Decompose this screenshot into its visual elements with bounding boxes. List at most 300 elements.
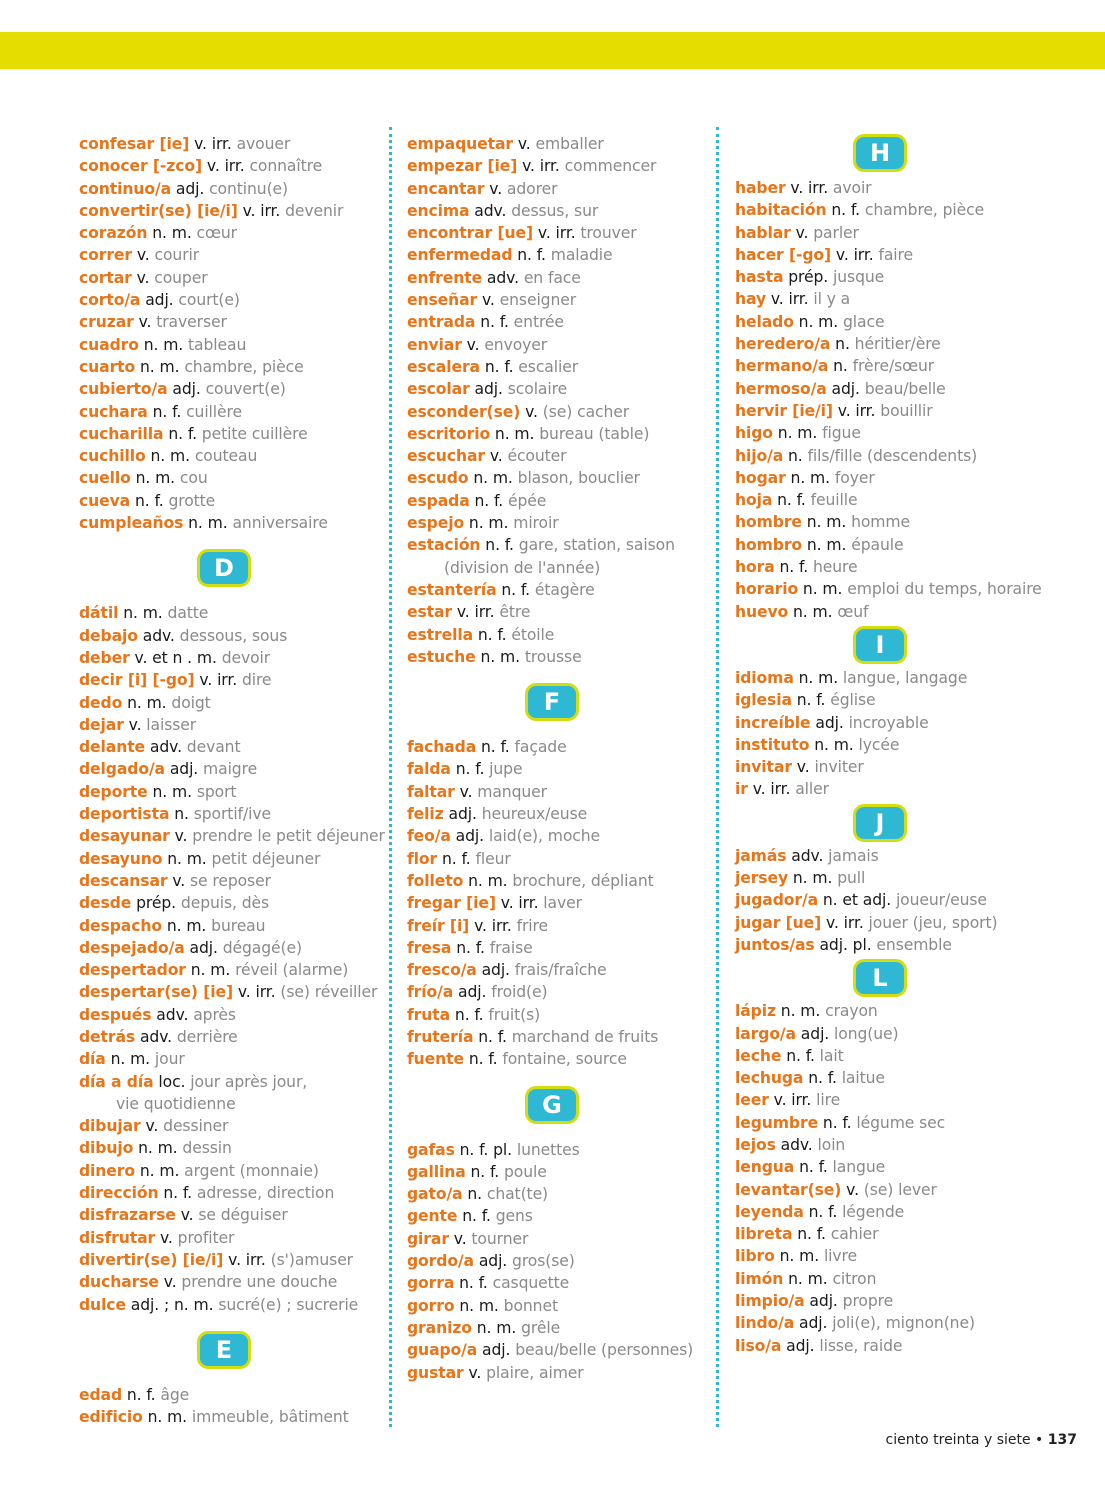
entry-grammar: v. [448, 1229, 472, 1248]
entry-headword: jugar [ue] [735, 913, 822, 932]
entry-grammar: n. m. [463, 871, 513, 890]
entry-translation: (se) lever [863, 1180, 937, 1199]
entry-headword: ir [735, 780, 748, 799]
entry-translation: derrière [176, 1027, 238, 1046]
entry-translation: dessin [182, 1139, 232, 1158]
entry-translation: continu(e) [209, 179, 289, 198]
dictionary-entry [79, 289, 389, 311]
entry-grammar: v. [131, 268, 155, 287]
entry-translation: laitue [841, 1069, 885, 1088]
entry-headword: encima [407, 201, 470, 220]
dictionary-entry [735, 534, 1045, 556]
entry-translation: emploi du temps, horaire [847, 580, 1042, 599]
entry-grammar: adv. [145, 738, 187, 757]
entry-headword: dibujar [79, 1117, 141, 1136]
entry-grammar: n. m. [802, 535, 852, 554]
entry-grammar: prép. [783, 268, 834, 287]
entry-grammar: n. f. [465, 1162, 504, 1181]
dictionary-entry [407, 1048, 717, 1070]
entry-grammar: adj. [781, 1336, 820, 1355]
entry-translation: épaule [851, 535, 904, 554]
dictionary-entry [735, 667, 1045, 689]
entry-headword: girar [407, 1229, 449, 1248]
entry-headword: encantar [407, 179, 485, 198]
entry-grammar: n. f. pl. [454, 1140, 517, 1159]
entry-grammar: n. f. [480, 536, 519, 555]
entry-grammar: n. f. [457, 1207, 496, 1226]
entry-translation: miroir [513, 514, 559, 533]
entry-grammar: n. m. [788, 869, 838, 888]
entry-translation: frais/fraîche [514, 961, 607, 980]
dictionary-entry [79, 870, 389, 892]
entry-grammar: v. [520, 402, 543, 421]
entry-translation: livre [823, 1247, 857, 1266]
entry-translation: jamais [828, 846, 879, 865]
dictionary-entry [407, 445, 717, 467]
entry-headword: estantería [407, 580, 497, 599]
entry-translation: avoir [832, 179, 872, 197]
entry-grammar: v. irr. [202, 157, 250, 176]
entry-grammar: v. [790, 223, 814, 242]
dictionary-entry [735, 1179, 1045, 1201]
entry-grammar: n. [828, 357, 853, 376]
entry-grammar: v. [484, 179, 507, 198]
entry-translation: manquer [477, 782, 547, 801]
entry-headword: después [79, 1005, 152, 1024]
dictionary-entry [735, 422, 1045, 444]
dictionary-entry [735, 912, 1045, 934]
entry-translation: figue [822, 424, 861, 443]
dictionary-entry [79, 959, 389, 981]
entry-headword: flor [407, 849, 438, 868]
letter-badge: E [197, 1331, 251, 1369]
dictionary-entry [407, 133, 717, 155]
entry-headword: escalera [407, 357, 480, 376]
dictionary-entry [407, 579, 717, 601]
entry-grammar: n. f. [791, 691, 831, 710]
entry-translation: âge [160, 1385, 190, 1404]
entry-headword: leer [735, 1091, 769, 1110]
dictionary-entry [79, 1115, 389, 1137]
entry-grammar: adv. [135, 1027, 177, 1046]
entry-headword: granizo [407, 1318, 472, 1337]
entry-grammar: v. irr. [832, 401, 881, 420]
entry-grammar: adj. [477, 1341, 516, 1360]
entry-grammar: adj. [171, 179, 210, 198]
entry-translation: ensemble [876, 935, 952, 954]
entry-translation: héritier/ère [854, 335, 941, 354]
entry-grammar: adj. [469, 380, 508, 399]
entry-headword: empaquetar [407, 135, 514, 153]
dictionary-entry [407, 624, 717, 646]
dictionary-entry [735, 712, 1045, 734]
entry-headword: habitación [735, 201, 827, 220]
entry-grammar: n. f. [437, 849, 476, 868]
entry-translation: blason, bouclier [517, 469, 640, 488]
dictionary-entry [735, 1290, 1045, 1312]
entry-translation: grotte [168, 491, 216, 510]
entry-grammar: n. m. [138, 335, 189, 354]
entry-grammar: n. [783, 446, 808, 465]
entry-headword: cumpleaños [79, 514, 184, 533]
entry-grammar: n. m. [793, 312, 843, 331]
entry-headword: disfrutar [79, 1228, 156, 1247]
dictionary-entry [79, 401, 389, 423]
entry-headword: largo/a [735, 1024, 796, 1043]
entry-grammar: n. f. [147, 402, 187, 421]
entry-translation: laid(e), moche [488, 827, 601, 846]
entry-grammar: n. m. [785, 468, 835, 487]
entry-headword: fregar [ie] [407, 894, 496, 913]
entry-headword: cuello [79, 469, 131, 488]
dictionary-entry [407, 289, 717, 311]
entry-grammar: adj. [795, 1024, 835, 1043]
entry-translation: commencer [564, 157, 657, 176]
entry-translation: inviter [814, 758, 864, 777]
dictionary-entry [79, 490, 389, 512]
entry-translation: laver [543, 894, 582, 913]
entry-headword: hora [735, 558, 775, 577]
entry-headword: hombre [735, 513, 802, 532]
entry-headword: gafas [407, 1140, 455, 1159]
entry-grammar: n. f. [826, 201, 865, 220]
entry-grammar: adv. [786, 846, 829, 865]
entry-headword: disfrazarse [79, 1206, 176, 1225]
entry-translation: profiter [177, 1228, 235, 1247]
dictionary-entry [407, 646, 717, 668]
entry-grammar: v. irr. [747, 780, 796, 799]
entry-headword: enfermedad [407, 246, 513, 265]
dictionary-entry [79, 200, 389, 222]
dictionary-entry [407, 378, 717, 400]
entry-headword: frutería [407, 1027, 474, 1046]
entry-translation: (se) réveiller [280, 983, 378, 1002]
dictionary-entry [79, 178, 389, 200]
entry-translation: gens [495, 1207, 533, 1226]
entry-grammar: n. m. [809, 735, 859, 754]
entry-translation: immeuble, bâtiment [191, 1408, 349, 1427]
dictionary-entry [79, 825, 389, 847]
entry-headword: dátil [79, 604, 119, 623]
entry-translation: lycée [858, 735, 900, 754]
dictionary-entry [735, 1089, 1045, 1111]
dictionary-entry [407, 981, 717, 1003]
entry-translation: enseigner [499, 291, 577, 310]
entry-grammar: adv. [137, 626, 180, 645]
entry-translation: avouer [236, 135, 291, 153]
dictionary-entry [407, 1272, 717, 1294]
entry-grammar: v. [123, 715, 147, 734]
entry-grammar: adj. [810, 713, 849, 732]
dictionary-entry [735, 1112, 1045, 1134]
entry-grammar: prép. [131, 894, 181, 913]
entry-headword: cuchillo [79, 447, 146, 466]
entry-grammar: adv. [482, 268, 524, 287]
entry-headword: fachada [407, 738, 477, 757]
entry-translation: heure [812, 558, 858, 577]
entry-grammar: n. m. [788, 602, 838, 621]
entry-headword: guapo/a [407, 1341, 478, 1360]
dictionary-entry [407, 870, 717, 892]
entry-translation: frire [516, 916, 548, 935]
entry-headword: fresco/a [407, 961, 477, 980]
entry-grammar: adj. [453, 983, 492, 1002]
letter-header [735, 133, 1025, 173]
dictionary-entry [735, 445, 1045, 467]
entry-translation-continued: vie quotidienne [116, 1094, 236, 1113]
entry-grammar: v. irr. [768, 1091, 817, 1110]
entry-headword: idioma [735, 668, 794, 687]
entry-grammar: n. f. [450, 1005, 489, 1024]
entry-translation: lire [816, 1091, 841, 1110]
dictionary-entry [79, 1249, 389, 1271]
dictionary-entry [407, 1228, 717, 1250]
entry-translation: propre [842, 1292, 894, 1311]
dictionary-entry [79, 1182, 389, 1204]
dictionary-entry [79, 625, 389, 647]
dictionary-entry [407, 1250, 717, 1272]
entry-translation: homme [851, 513, 910, 532]
entry-headword: hermoso/a [735, 379, 827, 398]
entry-headword: hijo/a [735, 446, 784, 465]
entry-grammar: v. irr. [452, 603, 500, 622]
entry-headword: hay [735, 290, 767, 309]
letter-badge: D [197, 549, 251, 587]
entry-grammar: n. f. [473, 625, 512, 644]
dictionary-entry [735, 355, 1045, 377]
entry-headword: levantar(se) [735, 1180, 842, 1199]
entry-translation: prendre le petit déjeuner [192, 827, 385, 846]
entry-translation: jouer (jeu, sport) [868, 913, 998, 932]
entry-grammar: n. m. [133, 1139, 183, 1158]
entry-grammar: v. irr. [194, 671, 242, 690]
dictionary-entry [735, 889, 1045, 911]
entry-headword: lindo/a [735, 1314, 795, 1333]
entry-translation: marchand de fruits [511, 1027, 659, 1046]
dictionary-entry [407, 244, 717, 266]
entry-headword: liso/a [735, 1336, 782, 1355]
entry-headword: escuchar [407, 447, 485, 466]
dictionary-entry [79, 892, 389, 914]
page-number: 137 [1047, 1432, 1077, 1448]
entry-headword: debajo [79, 626, 138, 645]
entry-headword: cuadro [79, 335, 139, 354]
dictionary-entry [735, 1335, 1045, 1357]
entry-translation: cou [179, 469, 208, 488]
entry-grammar: v. irr. [237, 201, 286, 220]
entry-headword: cuarto [79, 357, 136, 376]
entry-grammar: adj. [167, 380, 206, 399]
dictionary-entry [735, 244, 1045, 266]
entry-grammar: adj. [443, 805, 482, 824]
dictionary-entry [79, 467, 389, 489]
dictionary-entry [407, 892, 717, 914]
entry-grammar: adj. [826, 379, 865, 398]
entry-translation: couvert(e) [205, 380, 286, 399]
letter-header [407, 668, 697, 736]
entry-grammar: v. irr. [517, 157, 565, 176]
dictionary-entry [407, 736, 717, 758]
entry-grammar: v. irr. [831, 245, 879, 264]
entry-headword: libro [735, 1247, 775, 1266]
dictionary-entry [407, 490, 717, 512]
entry-translation: plaire, aimer [486, 1363, 584, 1382]
entry-headword: escritorio [407, 424, 491, 443]
dictionary-entry [735, 1023, 1045, 1045]
dictionary-entry [407, 848, 717, 870]
dictionary-entry [407, 781, 717, 803]
dictionary-entry [79, 781, 389, 803]
entry-headword: leche [735, 1046, 782, 1065]
letter-badge: J [853, 804, 907, 842]
entry-headword: continuo/a [79, 179, 171, 198]
entry-translation: prendre une douche [181, 1273, 338, 1292]
entry-translation: dessiner [163, 1117, 229, 1136]
entry-headword: cuchara [79, 402, 148, 421]
entry-translation: maladie [550, 246, 613, 265]
entry-headword: huevo [735, 602, 789, 621]
entry-headword: gordo/a [407, 1252, 474, 1271]
dictionary-entry [79, 311, 389, 333]
dictionary-entry [735, 867, 1045, 889]
entry-translation: fraise [489, 938, 533, 957]
entry-translation: il y a [813, 290, 851, 309]
entry-grammar: n. m. [145, 447, 195, 466]
entry-grammar: n. [830, 335, 855, 354]
entry-headword: enseñar [407, 291, 478, 310]
entry-grammar: n. m. [135, 357, 185, 376]
entry-grammar: v. irr. [533, 224, 581, 243]
dictionary-entry [79, 1071, 389, 1116]
entry-translation: façade [514, 738, 567, 757]
entry-translation: chat(te) [486, 1185, 549, 1204]
entry-translation: faire [878, 245, 913, 264]
entry-translation: sport [196, 782, 237, 801]
entry-translation: devoir [221, 648, 271, 667]
entry-grammar: n. m. [185, 961, 236, 980]
entry-headword: enviar [407, 335, 462, 354]
dictionary-entry [735, 1000, 1045, 1022]
entry-translation: se reposer [189, 871, 271, 890]
entry-translation: écouter [507, 447, 567, 466]
entry-translation: datte [167, 604, 209, 623]
column-divider [716, 127, 719, 1427]
dictionary-entry [407, 1183, 717, 1205]
dictionary-entry [79, 848, 389, 870]
entry-headword: haber [735, 179, 786, 197]
top-color-band [0, 32, 1105, 69]
entry-translation: après [193, 1005, 236, 1024]
entry-grammar: n. f. [454, 1274, 493, 1293]
dictionary-entry [407, 1139, 717, 1161]
entry-grammar: n. f. [792, 1225, 831, 1244]
dictionary-entry [735, 1156, 1045, 1178]
entry-translation: sportif/ive [193, 805, 271, 824]
entry-headword: lechuga [735, 1069, 804, 1088]
dictionary-entry [735, 845, 1045, 867]
entry-translation: fontaine, source [502, 1050, 627, 1069]
entry-headword: estuche [407, 647, 476, 666]
entry-headword: divertir(se) [ie/i] [79, 1250, 224, 1269]
entry-headword: ducharse [79, 1273, 159, 1292]
entry-grammar: n. m. [147, 782, 197, 801]
dictionary-entry [79, 423, 389, 445]
entry-translation: (se) cacher [542, 402, 630, 421]
entry-headword: despertar(se) [ie] [79, 983, 234, 1002]
entry-grammar: adj. [164, 760, 204, 779]
entry-headword: correr [79, 246, 133, 265]
dictionary-entry [735, 467, 1045, 489]
entry-translation: jour [154, 1050, 185, 1069]
entry-translation: scolaire [507, 380, 568, 399]
entry-translation: gare, station, saison [518, 536, 675, 555]
entry-headword: deportista [79, 805, 170, 824]
entry-headword: libreta [735, 1225, 793, 1244]
entry-grammar: v. [175, 1206, 199, 1225]
entry-headword: legumbre [735, 1113, 819, 1132]
dictionary-entry [735, 1045, 1045, 1067]
entry-grammar: n. m. [471, 1318, 522, 1337]
entry-grammar: n. f. [451, 938, 490, 957]
entry-headword: despacho [79, 916, 162, 935]
page-footer [886, 1432, 1077, 1448]
entry-headword: estación [407, 536, 481, 555]
entry-translation: fleur [475, 849, 511, 868]
entry-headword: limón [735, 1269, 784, 1288]
entry-headword: hacer [-go] [735, 245, 832, 264]
dictionary-entry [735, 489, 1045, 511]
entry-translation: fruit(s) [488, 1005, 541, 1024]
entry-headword: limpio/a [735, 1292, 805, 1311]
dictionary-entry [407, 334, 717, 356]
entry-translation: langue [832, 1158, 886, 1177]
dictionary-entry [735, 199, 1045, 221]
entry-translation: en face [523, 268, 581, 287]
entry-grammar: n. m. [135, 1161, 185, 1180]
dictionary-entry [79, 378, 389, 400]
entry-headword: feo/a [407, 827, 451, 846]
entry-headword: jamás [735, 846, 787, 865]
entry-grammar: v. [158, 1273, 182, 1292]
entry-translation: frère/sœur [852, 357, 935, 376]
entry-grammar: v. irr. [469, 916, 517, 935]
entry-grammar: n. m. [783, 1269, 833, 1288]
dictionary-entry [407, 1205, 717, 1227]
entry-headword: frío/a [407, 983, 454, 1002]
entry-grammar: adv. [151, 1005, 194, 1024]
entry-translation: sucré(e) ; sucrerie [218, 1295, 359, 1314]
dictionary-entry [79, 1160, 389, 1182]
entry-translation: casquette [492, 1274, 570, 1293]
entry-translation: cœur [196, 224, 237, 243]
dictionary-entry [79, 1294, 389, 1316]
entry-grammar: v. [140, 1117, 164, 1136]
entry-translation: couper [154, 268, 208, 287]
dictionary-entry [735, 400, 1045, 422]
entry-translation: froid(e) [491, 983, 548, 1002]
entry-translation: trouver [580, 224, 637, 243]
entry-grammar: n. f. [163, 424, 202, 443]
entry-headword: cucharilla [79, 424, 164, 443]
entry-grammar: adj. ; n. m. [125, 1295, 219, 1314]
entry-headword: dibujo [79, 1139, 134, 1158]
entry-headword: folleto [407, 871, 464, 890]
entry-translation: envoyer [484, 335, 548, 354]
entry-headword: leyenda [735, 1202, 804, 1221]
letter-badge: H [853, 134, 907, 172]
entry-translation: joueur/euse [895, 891, 987, 910]
entry-grammar: v. [132, 246, 155, 265]
